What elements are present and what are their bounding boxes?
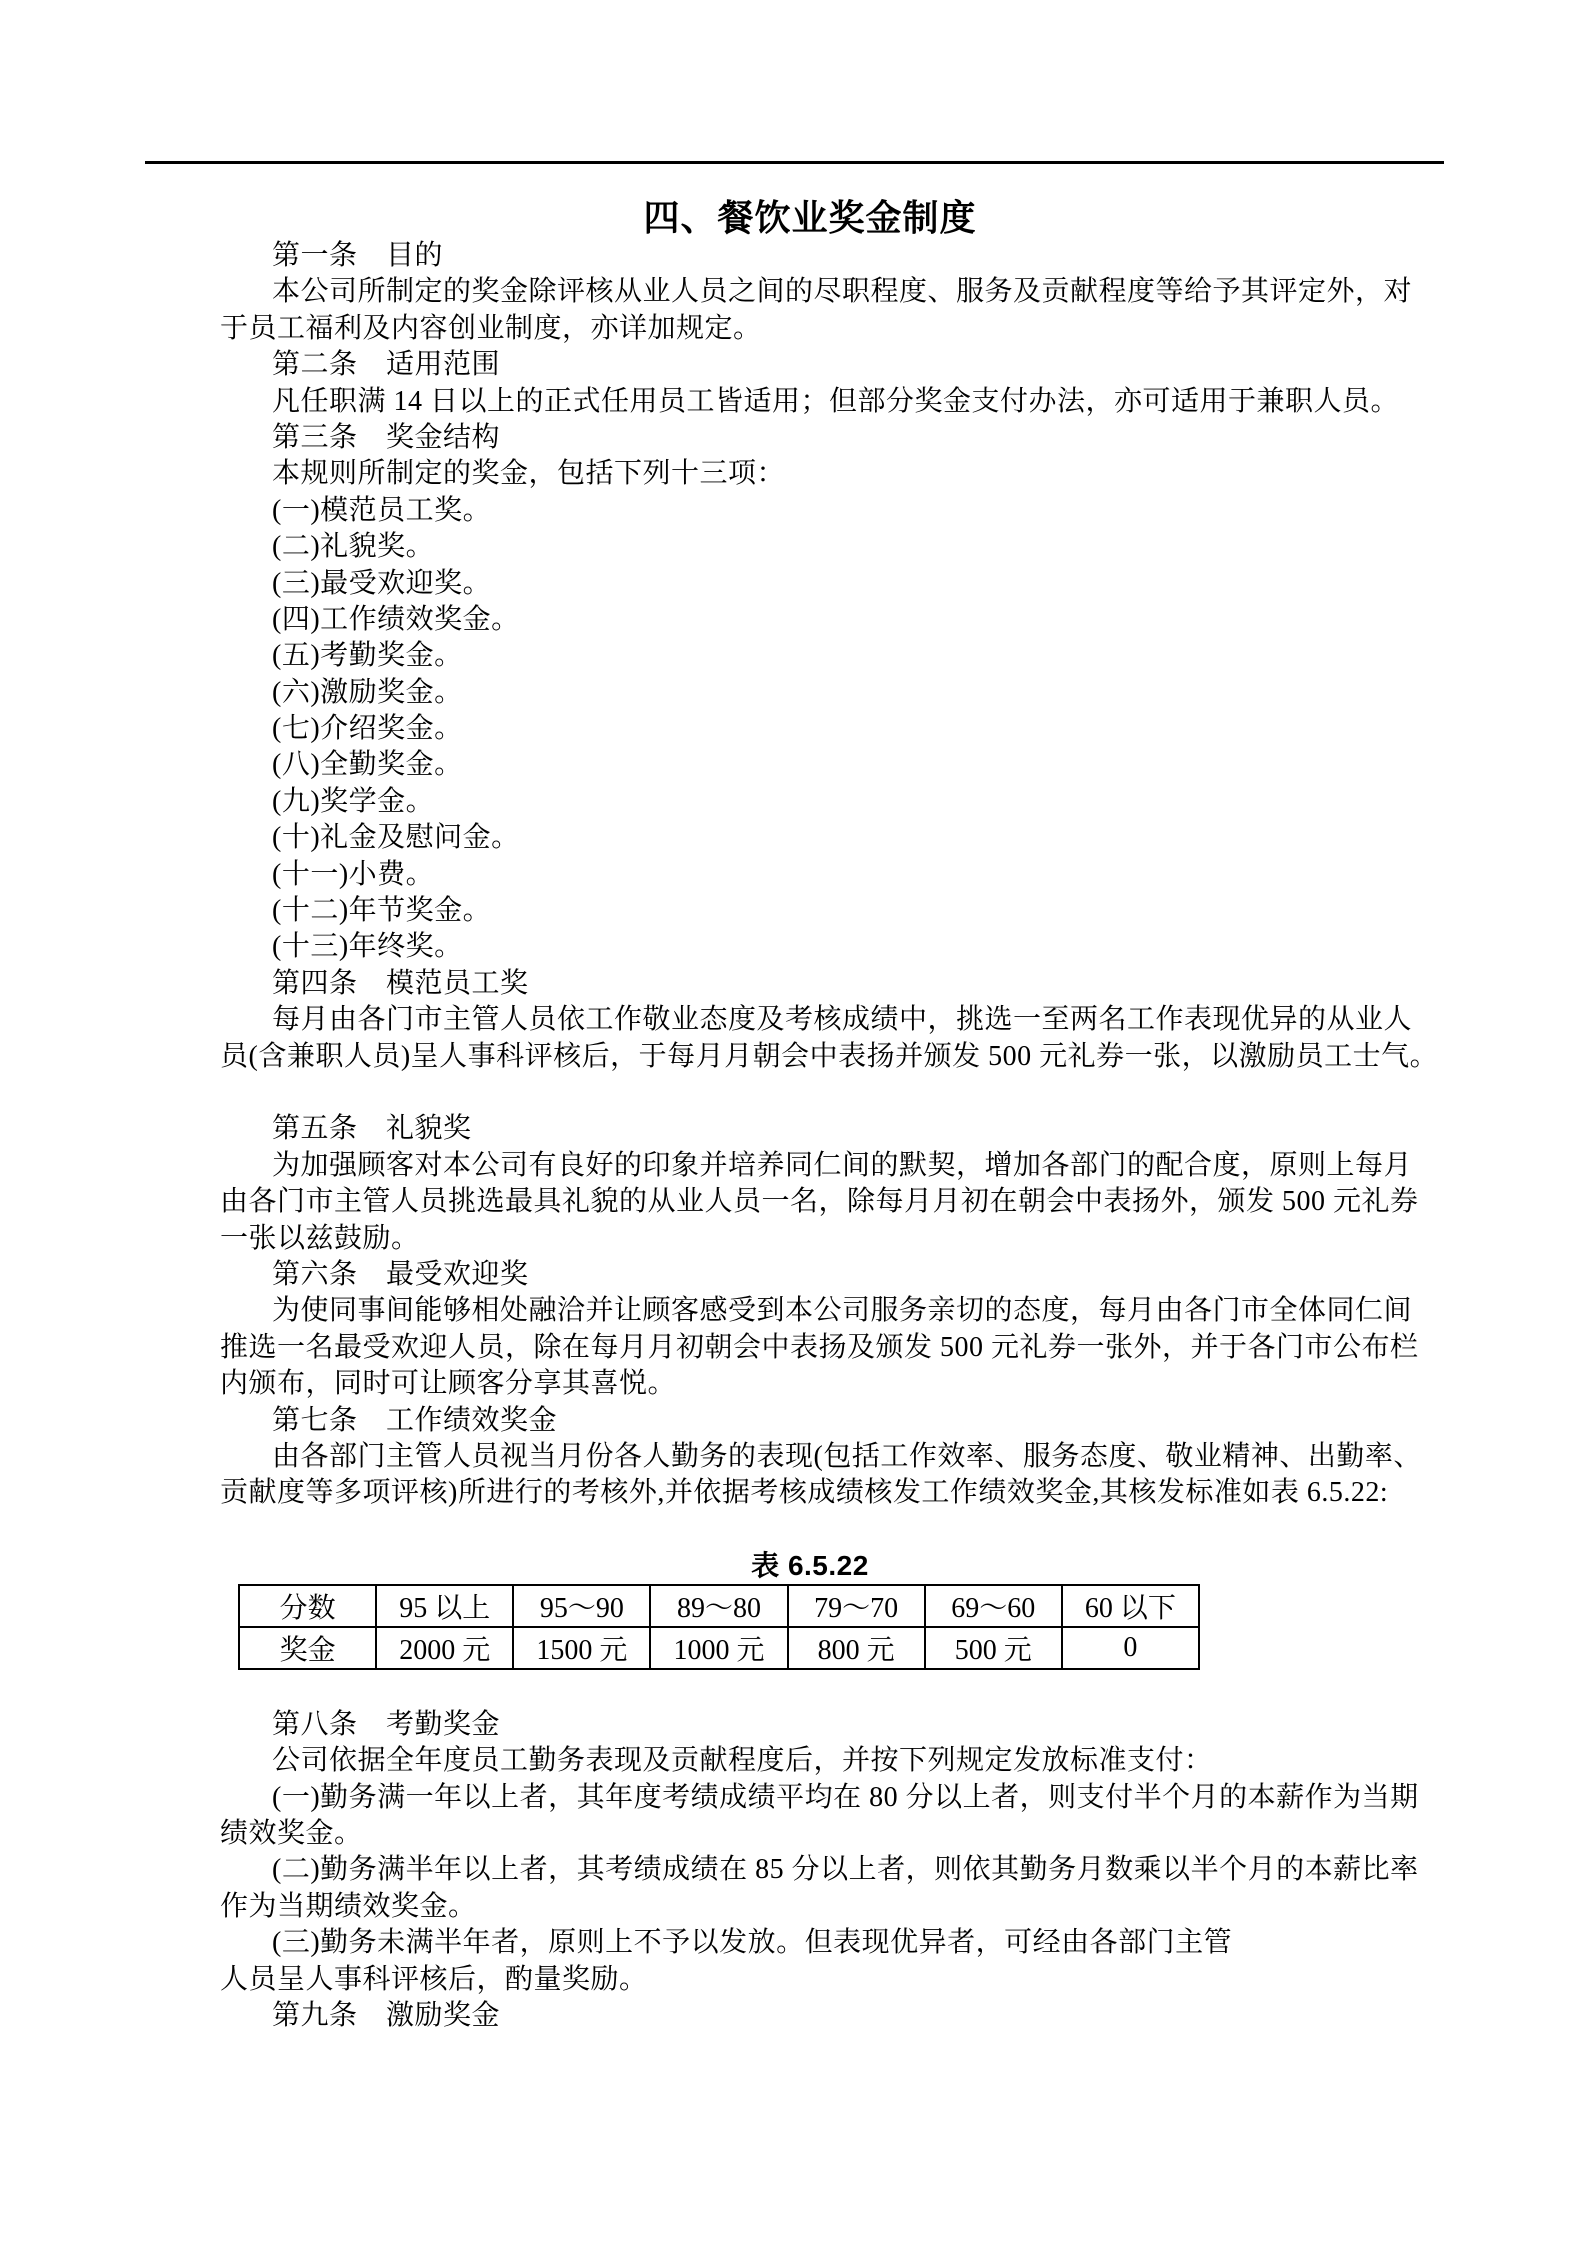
text-line: (五)考勤奖金。 <box>272 640 463 672</box>
text-line: (十)礼金及慰问金。 <box>272 822 520 854</box>
text-line: 由各部门主管人员视当月份各人勤务的表现(包括工作效率、服务态度、敬业精神、出勤率、 <box>272 1440 1422 1472</box>
document-content <box>220 197 1439 2034</box>
text-line: 第一条 目的 <box>272 240 444 271</box>
blank-line <box>220 1670 1400 1706</box>
text-line: 第八条 考勤奖金 <box>272 1708 501 1740</box>
text-line: 员(含兼职人员)呈人事科评核后，于每月月朝会中表扬并颁发 500 元礼券一张，以激励员工士气。 <box>220 1040 1439 1072</box>
header-rule <box>145 161 1444 164</box>
blank-line <box>220 1075 1400 1111</box>
table-cell: 2000 元 <box>376 1627 513 1669</box>
document-lines <box>220 238 1439 2034</box>
text-line: 贡献度等多项评核)所进行的考核外,并依据考核成绩核发工作绩效奖金,其核发标准如表 6.5.22: <box>220 1477 1389 1509</box>
text-line: 由各门市主管人员挑选最具礼貌的从业人员一名，除每月月初在朝会中表扬外，颁发 500 元礼券 <box>220 1186 1419 1218</box>
table-cell: 60 以下 <box>1062 1585 1199 1627</box>
text-line: 第五条 礼貌奖 <box>272 1113 472 1145</box>
text-line: (七)介绍奖金。 <box>272 713 463 745</box>
table-cell: 800 元 <box>788 1627 925 1669</box>
table-cell: 79～70 <box>788 1585 925 1627</box>
text-line: 第二条 适用范围 <box>272 349 501 381</box>
text-line: (八)全勤奖金。 <box>272 749 463 781</box>
text-line: 凡任职满 14 日以上的正式任用员工皆适用；但部分奖金支付办法，亦可适用于兼职人员。 <box>272 385 1400 417</box>
text-line: 第六条 最受欢迎奖 <box>272 1258 529 1290</box>
table-cell: 1500 元 <box>513 1627 650 1669</box>
table-cell: 1000 元 <box>650 1627 787 1669</box>
text-line: 公司依据全年度员工勤务表现及贡献程度后，并按下列规定发放标准支付： <box>272 1745 1213 1777</box>
table-cell: 89～80 <box>650 1585 787 1627</box>
text-line: (十二)年节奖金。 <box>272 895 492 927</box>
text-line: (十三)年终奖。 <box>272 931 463 963</box>
text-line: 本规则所制定的奖金，包括下列十三项： <box>272 458 786 490</box>
table-cell: 500 元 <box>925 1627 1062 1669</box>
text-line: 第三条 奖金结构 <box>272 421 501 453</box>
page-title: 四、餐饮业奖金制度 <box>643 197 977 238</box>
text-line: (九)奖学金。 <box>272 785 435 817</box>
text-line: 内颁布，同时可让顾客分享其喜悦。 <box>220 1368 677 1400</box>
table-caption: 表 6.5.22 <box>751 1550 869 1582</box>
table-row <box>239 1627 1199 1669</box>
text-line: 人员呈人事科评核后，酌量奖励。 <box>220 1963 648 1995</box>
blank-line <box>220 1512 1400 1548</box>
text-line: 第七条 工作绩效奖金 <box>272 1404 558 1436</box>
table-cell: 69～60 <box>925 1585 1062 1627</box>
text-line: 每月由各门市主管人员依工作敬业态度及考核成绩中，挑选一至两名工作表现优异的从业人 <box>272 1004 1413 1036</box>
text-line: (二)礼貌奖。 <box>272 531 435 563</box>
text-line: 作为当期绩效奖金。 <box>220 1890 477 1922</box>
text-line: (三)勤务未满半年者，原则上不予以发放。但表现优异者，可经由各部门主管 <box>272 1927 1233 1959</box>
text-line: 推选一名最受欢迎人员，除在每月月初朝会中表扬及颁发 500 元礼券一张外，并于各门市公布栏 <box>220 1331 1419 1363</box>
text-line: 第四条 模范员工奖 <box>272 967 529 999</box>
text-line: 本公司所制定的奖金除评核从业人员之间的尽职程度、服务及贡献程度等给予其评定外，对 <box>272 276 1413 308</box>
table-cell: 奖金 <box>239 1627 376 1669</box>
table-cell: 分数 <box>239 1585 376 1627</box>
text-line: (六)激励奖金。 <box>272 676 463 708</box>
text-line: (二)勤务满半年以上者，其考绩成绩在 85 分以上者，则依其勤务月数乘以半个月的本薪比率 <box>272 1854 1419 1886</box>
text-line: (十一)小费。 <box>272 858 435 890</box>
text-line: (四)工作绩效奖金。 <box>272 603 520 635</box>
table-cell: 95 以上 <box>376 1585 513 1627</box>
text-line: 绩效奖金。 <box>220 1818 363 1850</box>
text-line: (三)最受欢迎奖。 <box>272 567 492 599</box>
text-line: 于员工福利及内容创业制度，亦详加规定。 <box>220 312 762 344</box>
text-line: 第九条 激励奖金 <box>272 1999 501 2031</box>
text-line: 一张以兹鼓励。 <box>220 1222 420 1254</box>
bonus-scale-table <box>238 1584 1200 1670</box>
text-line: 为使同事间能够相处融洽并让顾客感受到本公司服务亲切的态度，每月由各门市全体同仁间 <box>272 1295 1413 1327</box>
table-cell: 0 <box>1062 1627 1199 1669</box>
table-row <box>239 1585 1199 1627</box>
table-cell: 95～90 <box>513 1585 650 1627</box>
text-line: (一)模范员工奖。 <box>272 494 492 526</box>
text-line: 为加强顾客对本公司有良好的印象并培养同仁间的默契，增加各部门的配合度，原则上每月 <box>272 1149 1413 1181</box>
text-line: (一)勤务满一年以上者，其年度考绩成绩平均在 80 分以上者，则支付半个月的本薪作为当期 <box>272 1781 1419 1813</box>
